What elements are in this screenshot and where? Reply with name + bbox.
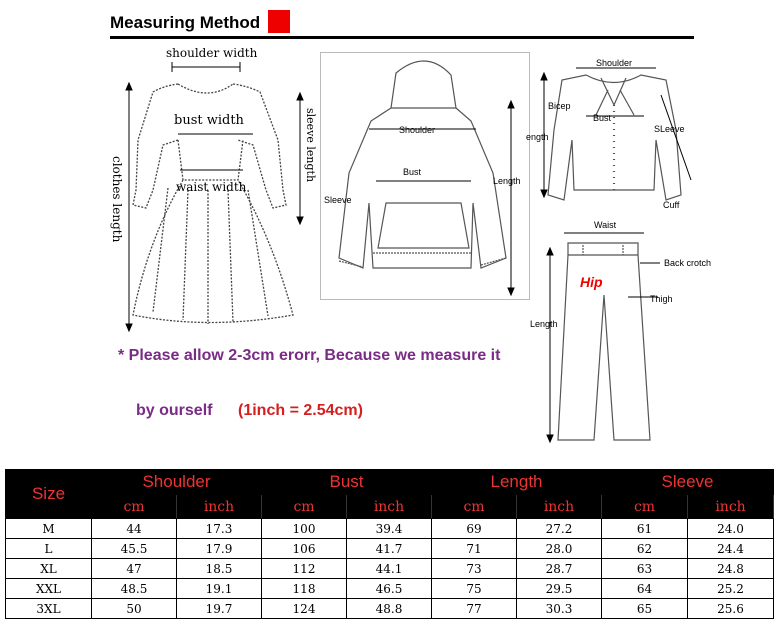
shirt-sleeve-label: SLeeve [654,124,685,134]
table-cell: 28.0 [517,539,602,559]
table-cell: 24.0 [688,519,774,539]
table-row [6,599,774,619]
size-chart-table [5,469,774,619]
unit-header: cm [262,495,347,519]
table-cell: 71 [432,539,517,559]
hoodie-length-label: Length [493,176,521,186]
unit-header: inch [177,495,262,519]
size-cell: 3XL [6,599,92,619]
pants-sketch [528,215,738,455]
table-cell: 63 [602,559,688,579]
pants-diagram [528,215,738,455]
table-cell: 25.6 [688,599,774,619]
size-cell: L [6,539,92,559]
size-cell: M [6,519,92,539]
shirt-diagram [526,50,716,215]
pants-hip-label: Hip [580,274,603,290]
table-cell: 62 [602,539,688,559]
table-cell: 19.7 [177,599,262,619]
table-cell: 48.5 [92,579,177,599]
table-cell: 30.3 [517,599,602,619]
pants-backcrotch-label: Back crotch [664,258,712,268]
table-cell: 17.9 [177,539,262,559]
table-cell: 100 [262,519,347,539]
table-cell: 77 [432,599,517,619]
shirt-bust-label: Bust [593,113,612,123]
table-cell: 24.4 [688,539,774,559]
unit-header: cm [602,495,688,519]
table-cell: 118 [262,579,347,599]
unit-header: inch [517,495,602,519]
table-cell: 73 [432,559,517,579]
shirt-cuff-label: Cuff [663,200,680,210]
unit-header: cm [432,495,517,519]
table-cell: 47 [92,559,177,579]
table-row [6,559,774,579]
header-red-block [268,10,290,33]
hoodie-diagram [320,52,530,300]
inch-conversion-note: (1inch = 2.54cm) [238,402,363,419]
table-cell: 50 [92,599,177,619]
table-cell: 17.3 [177,519,262,539]
table-cell: 19.1 [177,579,262,599]
sleeve-header: Sleeve [602,470,774,495]
unit-header: inch [347,495,432,519]
pants-thigh-label: Thigh [650,294,673,304]
table-cell: 124 [262,599,347,619]
table-cell: 27.2 [517,519,602,539]
hoodie-shoulder-label: Shoulder [399,125,436,135]
size-cell: XXL [6,579,92,599]
dress-waist-label: waist width [176,180,247,194]
dress-sleeve-label: sleeve length [304,108,317,183]
table-cell: 69 [432,519,517,539]
table-cell: 41.7 [347,539,432,559]
table-cell: 39.4 [347,519,432,539]
size-cell: XL [6,559,92,579]
table-cell: 106 [262,539,347,559]
hoodie-sleeve-label: Sleeve [324,195,352,205]
table-cell: 24.8 [688,559,774,579]
pants-length-label: Length [530,319,558,329]
dress-clothes-label: clothes length [110,156,124,243]
header-title: Measuring Method [110,13,261,32]
table-cell: 48.8 [347,599,432,619]
shirt-length-label: ength [526,132,549,142]
bust-header: Bust [262,470,432,495]
dress-bust-label: bust width [174,113,244,128]
table-cell: 112 [262,559,347,579]
size-column-header: Size [6,470,92,519]
unit-header: cm [92,495,177,519]
pants-waist-label: Waist [594,220,617,230]
measuring-method-header [110,9,694,37]
table-cell: 44.1 [347,559,432,579]
table-cell: 46.5 [347,579,432,599]
table-cell: 65 [602,599,688,619]
table-row [6,539,774,559]
dress-shoulder-label: shoulder width [166,46,258,60]
shirt-sketch [526,50,716,215]
table-cell: 25.2 [688,579,774,599]
dress-diagram [108,40,323,335]
table-cell: 18.5 [177,559,262,579]
header-underline [110,36,694,39]
table-cell: 29.5 [517,579,602,599]
shirt-shoulder-label: Shoulder [596,58,633,68]
table-row [6,579,774,599]
length-header: Length [432,470,602,495]
table-cell: 45.5 [92,539,177,559]
shoulder-header: Shoulder [92,470,262,495]
table-row [6,519,774,539]
hoodie-bust-label: Bust [403,167,422,177]
measurement-self-note: by ourself [136,402,213,419]
table-cell: 28.7 [517,559,602,579]
table-cell: 61 [602,519,688,539]
shirt-bicep-label: Bicep [548,101,571,111]
table-cell: 44 [92,519,177,539]
measurement-error-note: * Please allow 2-3cm erorr, Because we measure it [118,347,501,364]
table-cell: 75 [432,579,517,599]
table-cell: 64 [602,579,688,599]
unit-header: inch [688,495,774,519]
